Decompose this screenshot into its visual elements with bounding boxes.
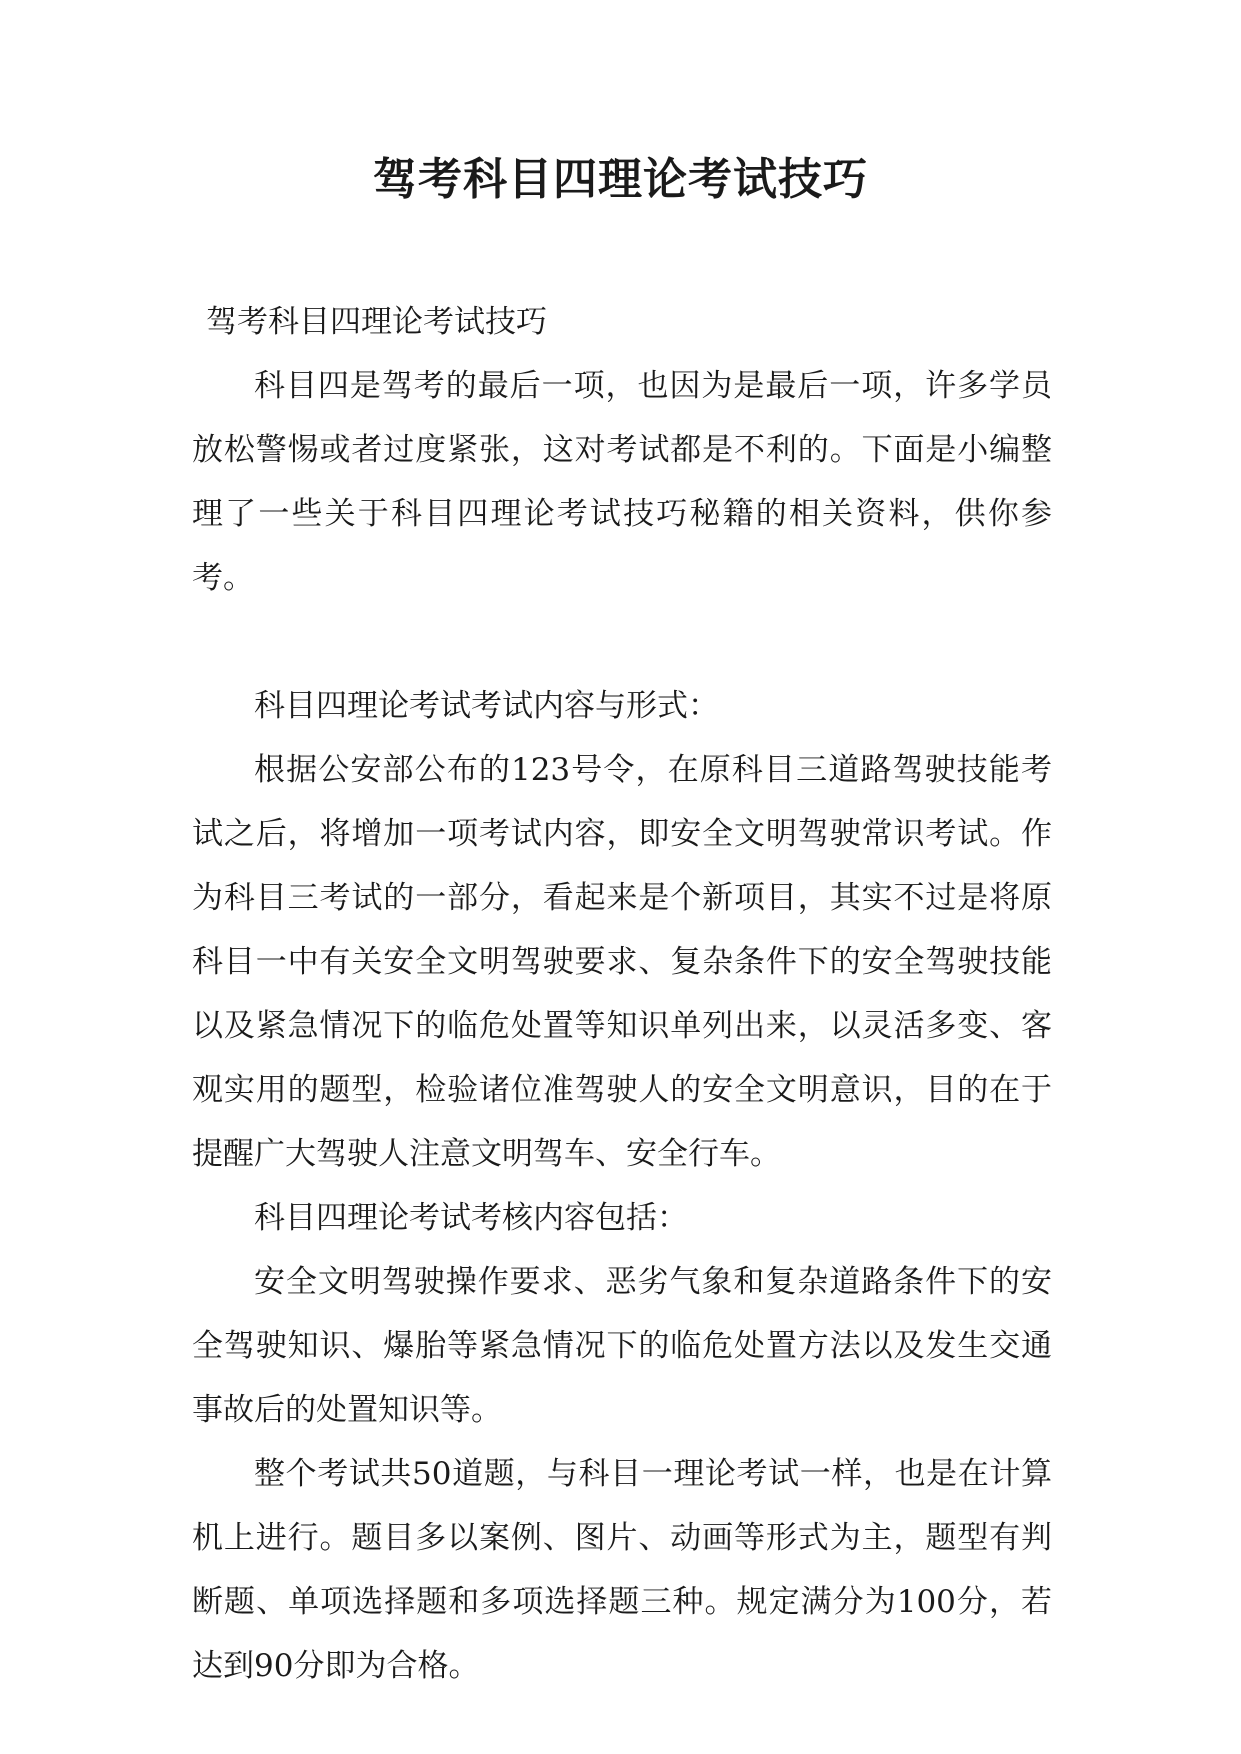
paragraph-heading-content-form: 科目四理论考试考试内容与形式： <box>254 688 719 724</box>
paragraph-exam-format: 整个考试共50道题，与科目一理论考试一样，也是在计算机上进行。题目多以案例、图片、动画等形式为主，题型有判断题、单项选择题和多项选择题三种。规定满分为100分，若达到90分即为合格。 <box>192 1456 1052 1684</box>
document-body <box>192 290 1052 1698</box>
paragraph-spacer <box>192 610 1052 674</box>
document-subtitle: 驾考科目四理论考试技巧 <box>206 304 547 340</box>
document-title: 驾考科目四理论考试技巧 <box>373 154 868 205</box>
paragraph-heading-assessment: 科目四理论考试考核内容包括： <box>254 1200 688 1236</box>
paragraph-regulation: 根据公安部公布的123号令，在原科目三道路驾驶技能考试之后，将增加一项考试内容，即安全文明驾驶常识考试。作为科目三考试的一部分，看起来是个新项目，其实不过是将原科目一中有关安全文明驾驶要求、复杂条件下的安全驾驶技能以及紧急情况下的临危处置等知识单列出来，以灵活多变、客观实用的题型，检验诸位准驾驶人的安全文明意识，目的在于提醒广大驾驶人注意文明驾车、安全行车。 <box>192 752 1052 1172</box>
paragraph-intro: 科目四是驾考的最后一项，也因为是最后一项，许多学员放松警惕或者过度紧张，这对考试都是不利的。下面是小编整理了一些关于科目四理论考试技巧秘籍的相关资料，供你参考。 <box>192 368 1052 596</box>
paragraph-assessment-content: 安全文明驾驶操作要求、恶劣气象和复杂道路条件下的安全驾驶知识、爆胎等紧急情况下的临危处置方法以及发生交通事故后的处置知识等。 <box>192 1264 1052 1428</box>
